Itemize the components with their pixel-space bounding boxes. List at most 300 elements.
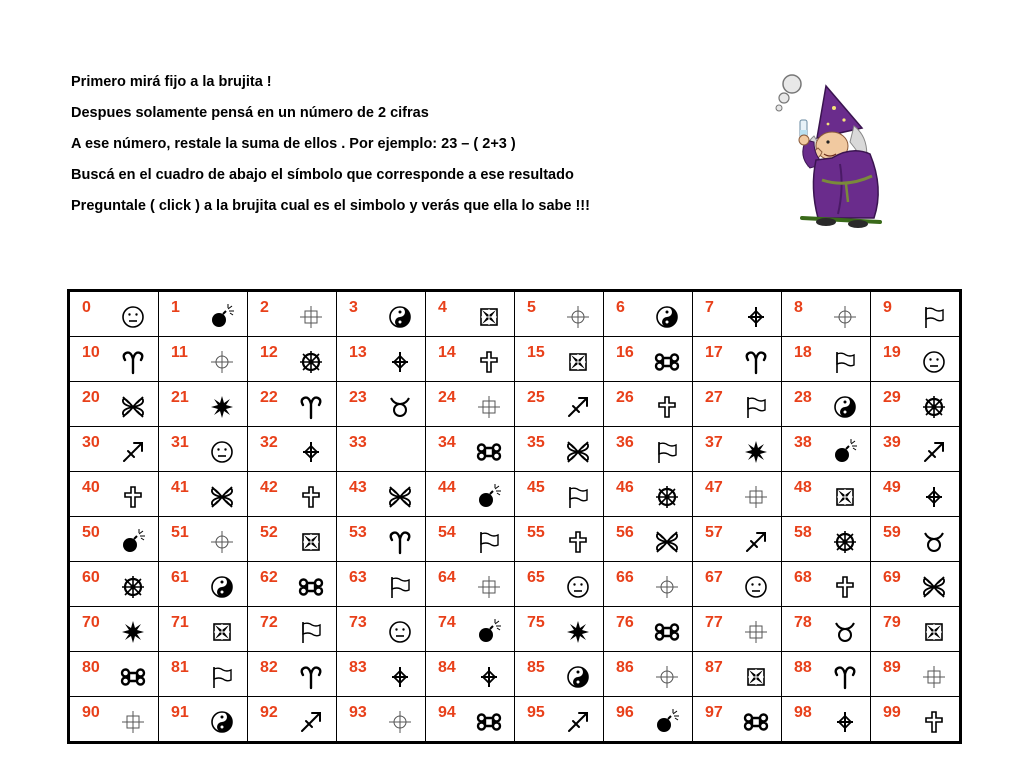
cell-number: 58 <box>794 524 812 541</box>
cell-number: 99 <box>883 704 901 721</box>
grid-cell <box>604 607 693 652</box>
crosshair-circle-icon <box>387 709 413 735</box>
latin-cross-icon <box>565 529 591 555</box>
cell-number: 52 <box>260 524 278 541</box>
cell-number: 44 <box>438 479 456 496</box>
cell-number: 55 <box>527 524 545 541</box>
flag-icon <box>476 529 502 555</box>
cell-number: 24 <box>438 389 456 406</box>
cell-number: 10 <box>82 344 100 361</box>
grid-cell <box>248 697 337 743</box>
flag-icon <box>832 349 858 375</box>
bomb-icon <box>832 439 858 465</box>
butterfly-icon <box>654 529 680 555</box>
dharma-wheel-icon <box>921 394 947 420</box>
smiley-icon <box>921 349 947 375</box>
cell-number: 21 <box>171 389 189 406</box>
grid-row <box>69 291 961 337</box>
crosshair-square-icon <box>743 484 769 510</box>
cell-number: 19 <box>883 344 901 361</box>
grid-cell <box>248 562 337 607</box>
flag-icon <box>565 484 591 510</box>
yinyang-icon <box>387 304 413 330</box>
cell-number: 49 <box>883 479 901 496</box>
grid-cell <box>159 291 248 337</box>
crosshair-square-icon <box>476 574 502 600</box>
cell-number: 88 <box>794 659 812 676</box>
diamond-cross-icon <box>387 664 413 690</box>
sagittarius-icon <box>921 439 947 465</box>
grid-cell <box>515 337 604 382</box>
crosshair-circle-icon <box>832 304 858 330</box>
cell-number: 0 <box>82 299 91 316</box>
butterfly-icon <box>120 394 146 420</box>
cell-number: 90 <box>82 704 100 721</box>
grid-cell <box>782 337 871 382</box>
grid-cell <box>159 562 248 607</box>
cell-number: 41 <box>171 479 189 496</box>
instruction-line-2: Despues solamente pensá en un número de 2 cifras <box>71 105 429 121</box>
latin-cross-icon <box>921 709 947 735</box>
cell-number: 35 <box>527 434 545 451</box>
grid-cell <box>337 562 426 607</box>
grid-cell <box>782 652 871 697</box>
cell-number: 47 <box>705 479 723 496</box>
crosshair-square-icon <box>298 304 324 330</box>
grid-cell <box>426 337 515 382</box>
grid-cell <box>515 607 604 652</box>
grid-cell <box>426 291 515 337</box>
cell-number: 68 <box>794 569 812 586</box>
burst-icon <box>209 394 235 420</box>
grid-cell <box>248 291 337 337</box>
command-icon <box>654 349 680 375</box>
cell-number: 2 <box>260 299 269 316</box>
grid-cell <box>782 427 871 472</box>
smiley-icon <box>565 574 591 600</box>
grid-cell <box>159 337 248 382</box>
instruction-line-3: A ese número, restale la suma de ellos . Por ejemplo: 23 – ( 2+3 ) <box>71 136 516 152</box>
grid-cell <box>693 517 782 562</box>
diamond-cross-icon <box>387 349 413 375</box>
grid-cell <box>604 472 693 517</box>
maltese-cross-icon <box>209 619 235 645</box>
dharma-wheel-icon <box>832 529 858 555</box>
flag-icon <box>921 304 947 330</box>
cell-number: 32 <box>260 434 278 451</box>
cell-number: 22 <box>260 389 278 406</box>
grid-cell <box>693 697 782 743</box>
cell-number: 6 <box>616 299 625 316</box>
cell-number: 87 <box>705 659 723 676</box>
cell-number: 69 <box>883 569 901 586</box>
cell-number: 31 <box>171 434 189 451</box>
cell-number: 7 <box>705 299 714 316</box>
sagittarius-icon <box>743 529 769 555</box>
crosshair-square-icon <box>120 709 146 735</box>
cell-number: 76 <box>616 614 634 631</box>
maltese-cross-icon <box>476 304 502 330</box>
bomb-icon <box>476 619 502 645</box>
cell-number: 70 <box>82 614 100 631</box>
grid-cell <box>337 427 426 472</box>
diamond-cross-icon <box>832 709 858 735</box>
command-icon <box>120 664 146 690</box>
grid-row <box>69 472 961 517</box>
cell-number: 56 <box>616 524 634 541</box>
cell-number: 64 <box>438 569 456 586</box>
yinyang-icon <box>209 574 235 600</box>
grid-cell <box>693 337 782 382</box>
grid-cell <box>337 337 426 382</box>
burst-icon <box>120 619 146 645</box>
bomb-icon <box>209 304 235 330</box>
crosshair-circle-icon <box>654 574 680 600</box>
cell-number: 39 <box>883 434 901 451</box>
cell-number: 97 <box>705 704 723 721</box>
smiley-icon <box>209 439 235 465</box>
diamond-cross-icon <box>476 664 502 690</box>
cell-number: 26 <box>616 389 634 406</box>
bomb-icon <box>120 529 146 555</box>
cell-number: 85 <box>527 659 545 676</box>
grid-cell <box>871 291 961 337</box>
maltese-cross-icon <box>565 349 591 375</box>
grid-cell <box>69 382 159 427</box>
taurus-icon <box>832 619 858 645</box>
bomb-icon <box>654 709 680 735</box>
cell-number: 81 <box>171 659 189 676</box>
cell-number: 11 <box>171 344 188 361</box>
cell-number: 80 <box>82 659 100 676</box>
cell-number: 1 <box>171 299 180 316</box>
grid-cell <box>871 337 961 382</box>
grid-cell <box>515 382 604 427</box>
grid-cell <box>604 427 693 472</box>
grid-cell <box>693 652 782 697</box>
cell-number: 75 <box>527 614 545 631</box>
cell-number: 4 <box>438 299 447 316</box>
cell-number: 17 <box>705 344 723 361</box>
grid-cell <box>159 697 248 743</box>
grid-cell <box>604 337 693 382</box>
cell-number: 72 <box>260 614 278 631</box>
grid-cell <box>871 427 961 472</box>
latin-cross-icon <box>832 574 858 600</box>
grid-row <box>69 562 961 607</box>
crosshair-circle-icon <box>209 529 235 555</box>
grid-cell <box>426 562 515 607</box>
latin-cross-icon <box>654 394 680 420</box>
grid-row <box>69 652 961 697</box>
grid-cell <box>693 472 782 517</box>
yinyang-icon <box>565 664 591 690</box>
cell-number: 77 <box>705 614 723 631</box>
yinyang-icon <box>209 709 235 735</box>
crosshair-square-icon <box>921 664 947 690</box>
maltese-cross-icon <box>743 664 769 690</box>
cell-number: 50 <box>82 524 100 541</box>
taurus-icon <box>921 529 947 555</box>
cell-number: 42 <box>260 479 278 496</box>
grid-cell <box>515 291 604 337</box>
grid-cell <box>693 382 782 427</box>
cell-number: 78 <box>794 614 812 631</box>
grid-cell <box>159 607 248 652</box>
cell-number: 33 <box>349 434 367 451</box>
flag-icon <box>743 394 769 420</box>
grid-cell <box>337 382 426 427</box>
grid-cell <box>69 607 159 652</box>
aries-icon <box>743 349 769 375</box>
cell-number: 57 <box>705 524 723 541</box>
aries-icon <box>120 349 146 375</box>
cell-number: 86 <box>616 659 634 676</box>
grid-cell <box>515 472 604 517</box>
taurus-icon <box>387 394 413 420</box>
grid-cell <box>426 382 515 427</box>
grid-cell <box>248 472 337 517</box>
butterfly-icon <box>387 484 413 510</box>
grid-cell <box>782 562 871 607</box>
diamond-cross-icon <box>298 439 324 465</box>
grid-cell <box>337 472 426 517</box>
grid-cell <box>871 607 961 652</box>
grid-cell <box>426 697 515 743</box>
cell-number: 51 <box>171 524 189 541</box>
cell-number: 67 <box>705 569 723 586</box>
grid-cell <box>604 291 693 337</box>
grid-cell <box>426 607 515 652</box>
symbol-grid <box>67 289 962 744</box>
grid-cell <box>604 697 693 743</box>
cell-number: 29 <box>883 389 901 406</box>
cell-number: 54 <box>438 524 456 541</box>
cell-number: 45 <box>527 479 545 496</box>
grid-cell <box>248 427 337 472</box>
cell-number: 74 <box>438 614 456 631</box>
grid-cell <box>604 382 693 427</box>
aries-icon <box>298 664 324 690</box>
sagittarius-icon <box>298 709 324 735</box>
butterfly-icon <box>565 439 591 465</box>
cell-number: 59 <box>883 524 901 541</box>
grid-row <box>69 697 961 743</box>
grid-cell <box>248 382 337 427</box>
grid-cell <box>159 472 248 517</box>
witch-button[interactable] <box>762 68 902 230</box>
cell-number: 30 <box>82 434 100 451</box>
cell-number: 36 <box>616 434 634 451</box>
grid-cell <box>604 562 693 607</box>
cell-number: 14 <box>438 344 456 361</box>
grid-cell <box>515 517 604 562</box>
cell-number: 66 <box>616 569 634 586</box>
grid-row <box>69 337 961 382</box>
flag-icon <box>387 574 413 600</box>
cell-number: 65 <box>527 569 545 586</box>
cell-number: 37 <box>705 434 723 451</box>
cell-number: 46 <box>616 479 634 496</box>
grid-cell <box>782 517 871 562</box>
grid-cell <box>871 562 961 607</box>
grid-cell <box>69 697 159 743</box>
crosshair-square-icon <box>743 619 769 645</box>
instruction-line-4: Buscá en el cuadro de abajo el símbolo que corresponde a ese resultado <box>71 167 574 183</box>
cell-number: 15 <box>527 344 545 361</box>
cell-number: 91 <box>171 704 189 721</box>
cell-number: 5 <box>527 299 536 316</box>
grid-cell <box>782 607 871 652</box>
grid-cell <box>248 652 337 697</box>
sagittarius-icon <box>120 439 146 465</box>
cell-number: 38 <box>794 434 812 451</box>
cell-number: 60 <box>82 569 100 586</box>
latin-cross-icon <box>476 349 502 375</box>
grid-cell <box>426 652 515 697</box>
cell-number: 34 <box>438 434 456 451</box>
yinyang-icon <box>654 304 680 330</box>
grid-cell <box>604 517 693 562</box>
command-icon <box>743 709 769 735</box>
crosshair-circle-icon <box>209 349 235 375</box>
grid-cell <box>159 652 248 697</box>
latin-cross-icon <box>298 484 324 510</box>
command-icon <box>654 619 680 645</box>
cell-number: 28 <box>794 389 812 406</box>
cell-number: 94 <box>438 704 456 721</box>
cell-number: 20 <box>82 389 100 406</box>
grid-cell <box>693 562 782 607</box>
cell-number: 96 <box>616 704 634 721</box>
grid-cell <box>337 291 426 337</box>
butterfly-icon <box>921 574 947 600</box>
cell-number: 79 <box>883 614 901 631</box>
instruction-line-5: Preguntale ( click ) a la brujita cual es el simbolo y verás que ella lo sabe !!! <box>71 198 590 214</box>
cell-number: 43 <box>349 479 367 496</box>
grid-cell <box>69 291 159 337</box>
cell-number: 27 <box>705 389 723 406</box>
latin-cross-icon <box>120 484 146 510</box>
grid-row <box>69 607 961 652</box>
grid-cell <box>426 517 515 562</box>
cell-number: 82 <box>260 659 278 676</box>
grid-cell <box>159 382 248 427</box>
aries-icon <box>298 394 324 420</box>
cell-number: 18 <box>794 344 812 361</box>
cell-number: 61 <box>171 569 189 586</box>
grid-row <box>69 427 961 472</box>
grid-cell <box>248 607 337 652</box>
grid-cell <box>871 382 961 427</box>
grid-cell <box>337 607 426 652</box>
grid-cell <box>693 607 782 652</box>
cell-number: 71 <box>171 614 189 631</box>
grid-cell <box>782 472 871 517</box>
command-icon <box>298 574 324 600</box>
grid-cell <box>515 562 604 607</box>
cell-number: 84 <box>438 659 456 676</box>
sagittarius-icon <box>565 394 591 420</box>
witch-image <box>762 68 902 230</box>
grid-cell <box>871 472 961 517</box>
dharma-wheel-icon <box>298 349 324 375</box>
cell-number: 48 <box>794 479 812 496</box>
grid-cell <box>871 517 961 562</box>
cell-number: 53 <box>349 524 367 541</box>
smiley-icon <box>743 574 769 600</box>
grid-cell <box>69 517 159 562</box>
command-icon <box>476 439 502 465</box>
yinyang-icon <box>832 394 858 420</box>
aries-icon <box>832 664 858 690</box>
instructions <box>71 71 751 226</box>
cell-number: 98 <box>794 704 812 721</box>
cell-number: 62 <box>260 569 278 586</box>
grid-cell <box>159 427 248 472</box>
crosshair-circle-icon <box>565 304 591 330</box>
flag-icon <box>654 439 680 465</box>
maltese-cross-icon <box>921 619 947 645</box>
diamond-cross-icon <box>743 304 769 330</box>
burst-icon <box>743 439 769 465</box>
grid-cell <box>426 472 515 517</box>
cell-number: 9 <box>883 299 892 316</box>
cell-number: 13 <box>349 344 367 361</box>
cell-number: 93 <box>349 704 367 721</box>
butterfly-icon <box>209 484 235 510</box>
cell-number: 12 <box>260 344 278 361</box>
grid-cell <box>871 652 961 697</box>
crosshair-circle-icon <box>654 664 680 690</box>
grid-cell <box>693 291 782 337</box>
grid-cell <box>515 427 604 472</box>
sagittarius-icon <box>565 709 591 735</box>
grid-row <box>69 517 961 562</box>
grid-cell <box>69 337 159 382</box>
grid-cell <box>69 427 159 472</box>
grid-cell <box>782 697 871 743</box>
grid-cell <box>337 652 426 697</box>
grid-cell <box>69 472 159 517</box>
grid-cell <box>337 517 426 562</box>
cell-number: 63 <box>349 569 367 586</box>
grid-cell <box>69 562 159 607</box>
command-icon <box>476 709 502 735</box>
cell-number: 83 <box>349 659 367 676</box>
grid-cell <box>248 517 337 562</box>
diamond-cross-icon <box>921 484 947 510</box>
grid-cell <box>159 517 248 562</box>
grid-cell <box>337 697 426 743</box>
aries-icon <box>387 529 413 555</box>
smiley-icon <box>387 619 413 645</box>
grid-cell <box>69 652 159 697</box>
maltese-cross-icon <box>832 484 858 510</box>
cell-number: 89 <box>883 659 901 676</box>
instruction-line-1: Primero mirá fijo a la brujita ! <box>71 74 272 90</box>
cell-number: 16 <box>616 344 634 361</box>
grid-cell <box>248 337 337 382</box>
grid-row <box>69 382 961 427</box>
cell-number: 73 <box>349 614 367 631</box>
grid-cell <box>782 382 871 427</box>
dharma-wheel-icon <box>654 484 680 510</box>
dharma-wheel-icon <box>120 574 146 600</box>
grid-cell <box>515 652 604 697</box>
grid-cell <box>515 697 604 743</box>
grid-cell <box>604 652 693 697</box>
